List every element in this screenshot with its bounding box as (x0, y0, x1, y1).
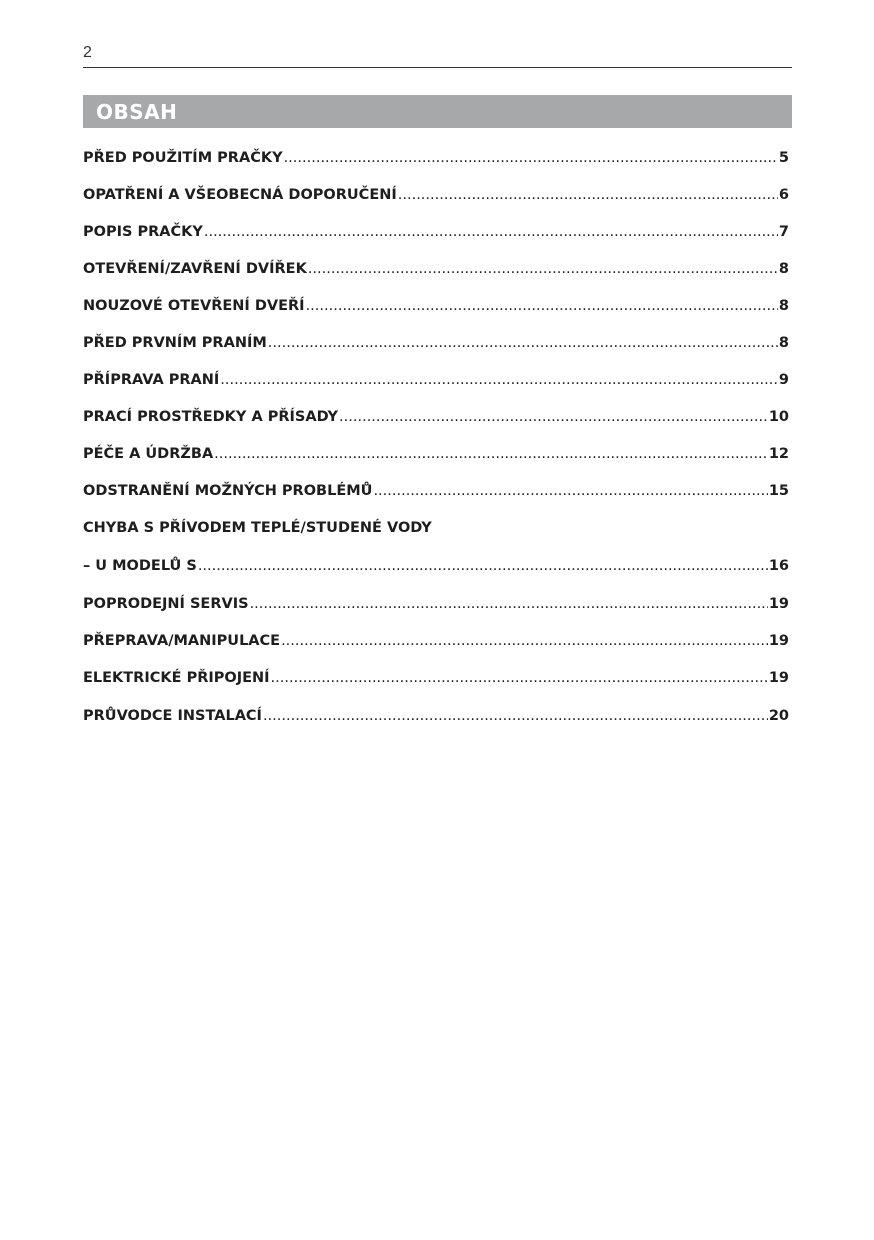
toc-entry[interactable] (83, 666, 789, 690)
section-banner (83, 95, 792, 128)
toc-entry-label: PŘED PRVNÍM PRANÍM (83, 335, 267, 351)
toc-entry-page-number: 5 (778, 150, 789, 166)
toc-entry-label: – U MODELŮ S (83, 558, 197, 574)
toc-entry-label: NOUZOVÉ OTEVŘENÍ DVEŘÍ (83, 298, 305, 314)
toc-dot-leader (271, 666, 768, 690)
toc-entry-page-number: 16 (768, 558, 789, 574)
toc-entry[interactable] (83, 592, 789, 616)
toc-dot-leader (284, 146, 778, 170)
toc-entry[interactable] (83, 331, 789, 355)
toc-entry-label: ODSTRANĚNÍ MOŽNÝCH PROBLÉMŮ (83, 483, 373, 499)
toc-entry-page-number: 7 (778, 224, 789, 240)
toc-entry[interactable] (83, 294, 789, 318)
toc-entry-label: POPIS PRAČKY (83, 224, 203, 240)
toc-dot-leader (214, 442, 768, 466)
toc-dot-leader (308, 257, 778, 281)
toc-entry[interactable] (83, 220, 789, 244)
toc-entry-label: PŘEPRAVA/MANIPULACE (83, 633, 281, 649)
toc-entry-page-number: 12 (768, 446, 789, 462)
toc-dot-leader (250, 592, 768, 616)
toc-entry[interactable] (83, 554, 789, 578)
toc-entry[interactable] (83, 629, 789, 653)
toc-dot-leader (198, 554, 768, 578)
toc-entry[interactable] (83, 442, 789, 466)
toc-entry-page-number: 10 (768, 409, 789, 425)
toc-dot-leader (373, 479, 767, 503)
toc-entry-page-number: 8 (778, 298, 789, 314)
toc-entry-page-number: 8 (778, 335, 789, 351)
toc-entry-label: OPATŘENÍ A VŠEOBECNÁ DOPORUČENÍ (83, 187, 397, 203)
toc-dot-leader (339, 405, 768, 429)
toc-entry-label: POPRODEJNÍ SERVIS (83, 596, 249, 612)
toc-entry-page-number: 19 (768, 596, 789, 612)
toc-dot-leader (220, 368, 778, 392)
toc-entry-label: PŘÍPRAVA PRANÍ (83, 372, 220, 388)
toc-dot-leader (306, 294, 778, 318)
toc-entry-label: ELEKTRICKÉ PŘIPOJENÍ (83, 670, 270, 686)
toc-dot-leader (268, 331, 778, 355)
toc-entry-label: PRACÍ PROSTŘEDKY A PŘÍSADY (83, 409, 339, 425)
toc-entry-label: CHYBA S PŘÍVODEM TEPLÉ/STUDENÉ VODY (83, 520, 432, 536)
toc-entry-label: PÉČE A ÚDRŽBA (83, 446, 214, 462)
toc-entry[interactable] (83, 479, 789, 503)
section-title: OBSAH (96, 100, 178, 124)
toc-entry[interactable] (83, 704, 789, 728)
toc-entry-page-number: 19 (768, 670, 789, 686)
toc-entry[interactable] (83, 516, 789, 540)
toc-entry[interactable] (83, 146, 789, 170)
toc-entry-label: PRŮVODCE INSTALACÍ (83, 708, 262, 724)
toc-entry-page-number: 20 (768, 708, 789, 724)
toc-entry[interactable] (83, 257, 789, 281)
toc-entry-page-number: 15 (768, 483, 789, 499)
toc-entry[interactable] (83, 405, 789, 429)
toc-entry[interactable] (83, 368, 789, 392)
toc-entry-page-number: 19 (768, 633, 789, 649)
toc-entry-label: PŘED POUŽITÍM PRAČKY (83, 150, 283, 166)
page-number: 2 (83, 44, 92, 61)
toc-entry-label: OTEVŘENÍ/ZAVŘENÍ DVÍŘEK (83, 261, 307, 277)
toc-entry-page-number: 9 (778, 372, 789, 388)
toc-dot-leader (281, 629, 768, 653)
header-rule (83, 67, 792, 68)
toc-entry-page-number: 6 (778, 187, 789, 203)
toc-dot-leader (398, 183, 778, 207)
toc-dot-leader (204, 220, 778, 244)
toc-entry[interactable] (83, 183, 789, 207)
toc-entry-page-number: 8 (778, 261, 789, 277)
toc-dot-leader (263, 704, 768, 728)
